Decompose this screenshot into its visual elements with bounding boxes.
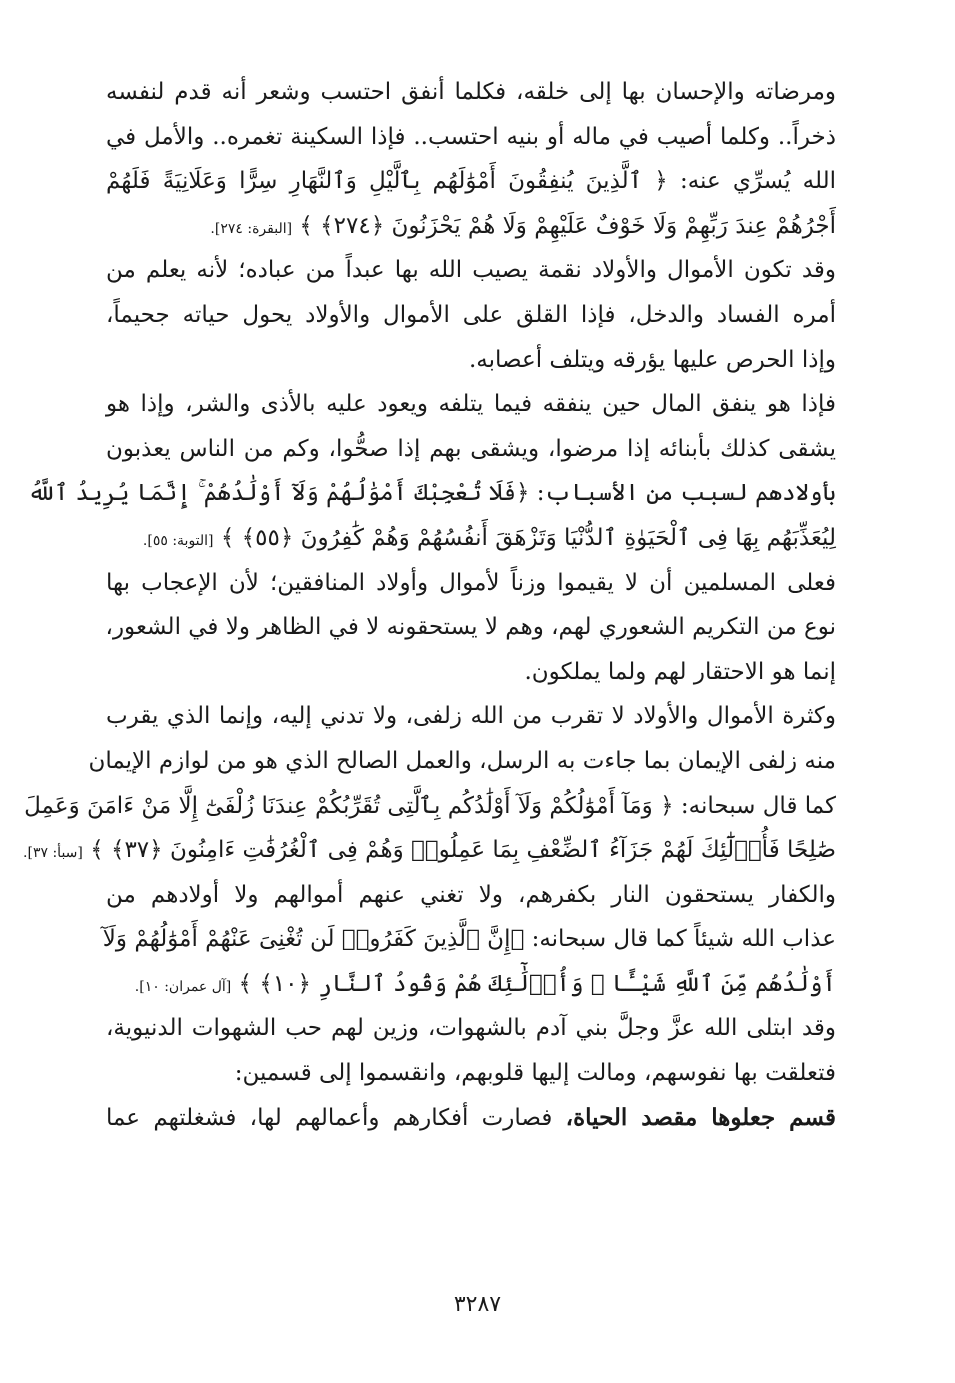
- body-text: [23, 70, 837, 1140]
- text-line: والكفار يستحقون النار بكفرهم، ولا تغني عنهم أموالهم ولا أولادهم من: [106, 881, 836, 908]
- text-line: ومرضاته والإحسان بها إلى خلقه، فكلما أنفق احتسب وشعر أنه قدم لنفسه: [106, 79, 836, 105]
- text-line: فعلى المسلمين أن لا يقيموا وزناً لأموال وأولاد المنافقين؛ لأن الإعجاب بها: [106, 569, 836, 596]
- text-line: يشقى كذلك بأبنائه إذا مرضوا، ويشقى بهم إذا صحُّوا، وكم من الناس يعذبون: [106, 435, 836, 462]
- bold-phrase: قسم جعلوها مقصد الحياة،: [565, 1103, 837, 1131]
- text-line: الله يُسرِّي عنه: ﴿ ٱلَّذِينَ يُنفِقُونَ أَمْوَٰلَهُم بِٱلَّيْلِ وَٱلنَّهَارِ سِرًّا وَعَلَانِيَةً فَلَهُمْ: [106, 168, 836, 195]
- quran-verse: صَٰلِحًا فَأُو۟لَٰٓئِكَ لَهُمْ جَزَآءُ ٱلضِّعْفِ بِمَا عَمِلُوا۟ وَهُمْ فِى ٱلْغُرُفَٰتِ ءَامِنُونَ ﴿٣٧﴾ ﴾: [90, 837, 836, 864]
- page-number: ٣٢٨٧: [453, 1292, 502, 1317]
- text-line: [23, 828, 836, 873]
- text-line: أمره الفساد والدخل، فإذا القلق على الأموال والأولاد يحول حياته جحيماً،: [106, 301, 836, 328]
- line-text: فصارت أفكارهم وأعمالهم لها، فشغلتهم عما: [106, 1104, 553, 1131]
- text-line: عذاب الله شيئاً كما قال سبحانه: ﴿إِنَّ ٱلَّذِينَ كَفَرُوا۟ لَن تُغْنِىَ عَنْهُمْ أَمْوَٰلُهُمْ وَلَآ: [102, 926, 836, 953]
- verse-reference: [سبأ: ٣٧].: [23, 845, 83, 862]
- verse-reference: [آل عمران: ١٠].: [134, 978, 232, 995]
- quran-verse: لِيُعَذِّبَهُم بِهَا فِى ٱلْحَيَوٰةِ ٱلدُّنْيَا وَتَزْهَقَ أَنفُسُهُمْ وَهُمْ كَٰفِرُونَ ﴿٥٥﴾ ﴾: [220, 524, 836, 551]
- text-line: فتعلقت بها نفوسهم، ومالت إليها قلوبهم، وانقسموا إلى قسمين:: [234, 1060, 836, 1087]
- text-line: وكثرة الأموال والأولاد لا تقرب من الله زلفى، ولا تدني إليه، وإنما الذي يقرب: [106, 703, 836, 730]
- text-line: [106, 516, 836, 561]
- verse-reference: [التوبة: ٥٥].: [142, 532, 214, 549]
- text-line: منه زلفى الإيمان بما جاءت به الرسل، والعمل الصالح الذي هو من لوازم الإيمان: [88, 747, 836, 774]
- text-line: كما قال سبحانه: ﴿ وَمَآ أَمْوَٰلُكُمْ وَلَآ أَوْلَٰدُكُم بِٱلَّتِى تُقَرِّبُكُمْ عِندَنَا زُلْفَىٰٓ إِلَّا مَنْ ءَامَنَ وَعَمِلَ: [24, 792, 836, 819]
- quran-verse: أَوْلَٰدُهُم مِّنَ ٱللَّهِ شَيْـًٔا ۖ وَأُو۟لَٰٓئِكَ هُمْ وَقُودُ ٱلنَّارِ ﴿١٠﴾ ﴾: [238, 970, 836, 997]
- text-line: فإذا هو ينفق المال حين ينفقه فيما يتلفه ويعود عليه بالأذى والشر، وإذا هو: [106, 391, 836, 418]
- text-line: إنما هو الاحتقار لهم ولما يملكون.: [524, 658, 836, 685]
- text-line: وقد ابتلى الله عزَّ وجلَّ بني آدم بالشهوات، وزين لهم حب الشهوات الدنيوية،: [106, 1015, 836, 1042]
- verse-reference: [البقرة: ٢٧٤].: [210, 220, 293, 237]
- text-line: [106, 204, 836, 249]
- text-line: [106, 1096, 836, 1141]
- text-line: وإذا الحرص عليها يؤرقه ويتلف أعصابه.: [468, 346, 836, 373]
- text-line: بأولادهم لسبب من الأسباب: ﴿فَلَا تُعْجِبْكَ أَمْوَٰلُهُمْ وَلَآ أَوْلَٰدُهُمْ ۚ إِنَّمَا يُرِيدُ ٱللَّهُ: [27, 480, 836, 507]
- text-line: وقد تكون الأموال والأولاد نقمة يصيب الله بها عبداً من عباده؛ لأنه يعلم من: [106, 257, 836, 284]
- text-line: [106, 962, 836, 1007]
- quran-verse: أَجْرُهُمْ عِندَ رَبِّهِمْ وَلَا خَوْفٌ عَلَيْهِمْ وَلَا هُمْ يَحْزَنُونَ ﴿٢٧٤﴾ ﴾: [299, 212, 836, 239]
- text-line: ذخراً.. وكلما أصيب في ماله أو بنيه احتسب.. فإذا السكينة تغمره.. والأمل في: [106, 123, 836, 150]
- text-line: نوع من التكريم الشعوري لهم، وهم لا يستحقونه لا في الظاهر ولا في الشعور،: [105, 614, 836, 641]
